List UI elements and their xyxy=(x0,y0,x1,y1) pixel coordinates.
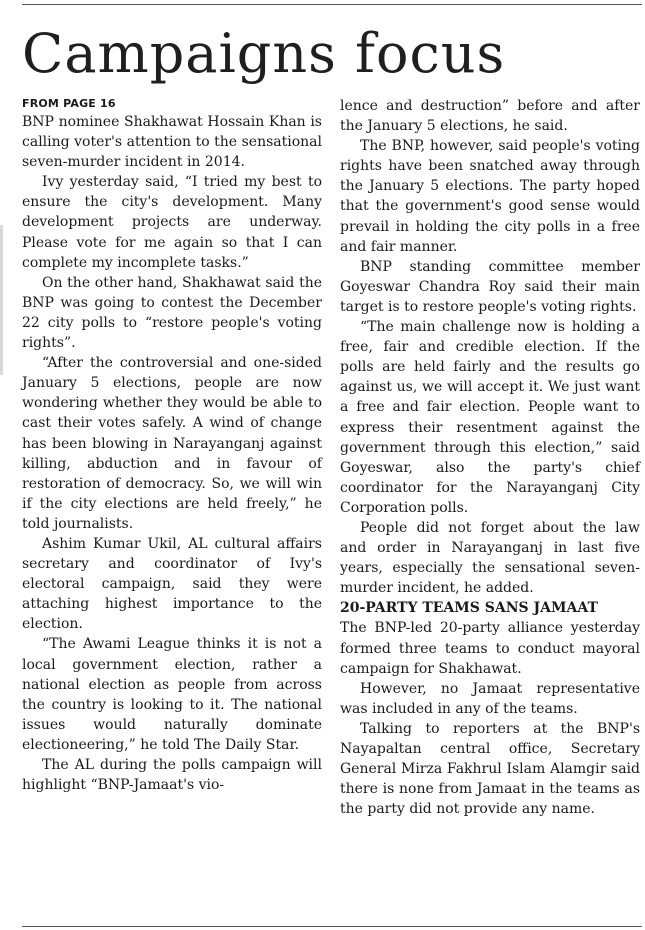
right-column xyxy=(340,96,640,819)
paragraph: The BNP, however, said people's voting rights have been snatched away through the January 5 elections. The party hoped that the government's good sense would prevail in holding the city polls in a free and fair manner. xyxy=(340,138,640,255)
page-edge-mark xyxy=(0,225,3,375)
paragraph: Ivy yesterday said, “I tried my best to ensure the city's development. Many development projects are underway. Please vote for me again so that I can complete my incomplete tasks.” xyxy=(22,174,322,271)
paragraph: Ashim Kumar Ukil, AL cultural affairs secretary and coordinator of Ivy's electoral campaign, said they were attaching highest importance to the election. xyxy=(22,535,322,633)
paragraph: BNP standing committee member Goyeswar Chandra Roy said their main target is to restore people's voting rights. xyxy=(340,258,640,315)
paragraph: The AL during the polls campaign will highlight “BNP-Jamaat's vio- xyxy=(22,757,322,794)
top-rule xyxy=(22,4,642,5)
paragraph: On the other hand, Shakhawat said the BNP was going to contest the December 22 city polls to “restore people's voting rights”. xyxy=(22,274,322,352)
left-column xyxy=(22,96,322,795)
paragraph: The BNP-led 20-party alliance yesterday formed three teams to conduct mayoral campaign for Shakhawat. xyxy=(340,620,640,677)
paragraph: lence and destruction” before and after the January 5 elections, he said. xyxy=(340,98,640,135)
headline: Campaigns focus xyxy=(22,22,506,85)
paragraph: “The main challenge now is holding a free, fair and credible election. If the polls are held fairly and the results go against us, we will accept it. We just want a free and fair election. People want to express their resentment against the government through this election,” said Goyeswar, also the party's chief coordinator for the Narayanganj City Corporation polls. xyxy=(340,319,640,516)
section-subhead: 20-PARTY TEAMS SANS JAMAAT xyxy=(340,600,598,617)
paragraph: “The Awami League thinks it is not a local government election, rather a national election as people from across the country is looking to it. The national issues would naturally dominate electioneering,” he told The Daily Star. xyxy=(22,636,322,753)
bottom-rule xyxy=(22,926,642,927)
paragraph: However, no Jamaat representative was included in any of the teams. xyxy=(340,680,640,717)
continuation-kicker: FROM PAGE 16 xyxy=(22,97,116,110)
paragraph: People did not forget about the law and order in Narayanganj in last five years, especially the sensational seven-murder incident, he added. xyxy=(340,519,640,597)
paragraph: BNP nominee Shakhawat Hossain Khan is calling voter's attention to the sensational seven-murder incident in 2014. xyxy=(22,114,322,171)
paragraph: Talking to reporters at the BNP's Nayapaltan central office, Secretary General Mirza Fakhrul Islam Alamgir said there is none from Jamaat in the teams as the party did not provide any name. xyxy=(340,720,640,818)
paragraph: “After the controversial and one-sided January 5 elections, people are now wondering whether they would be able to cast their votes safely. A wind of change has been blowing in Narayanganj against killing, abduction and in favour of restoration of democracy. So, we will win if the city elections are held freely,” he told journalists. xyxy=(22,355,322,532)
